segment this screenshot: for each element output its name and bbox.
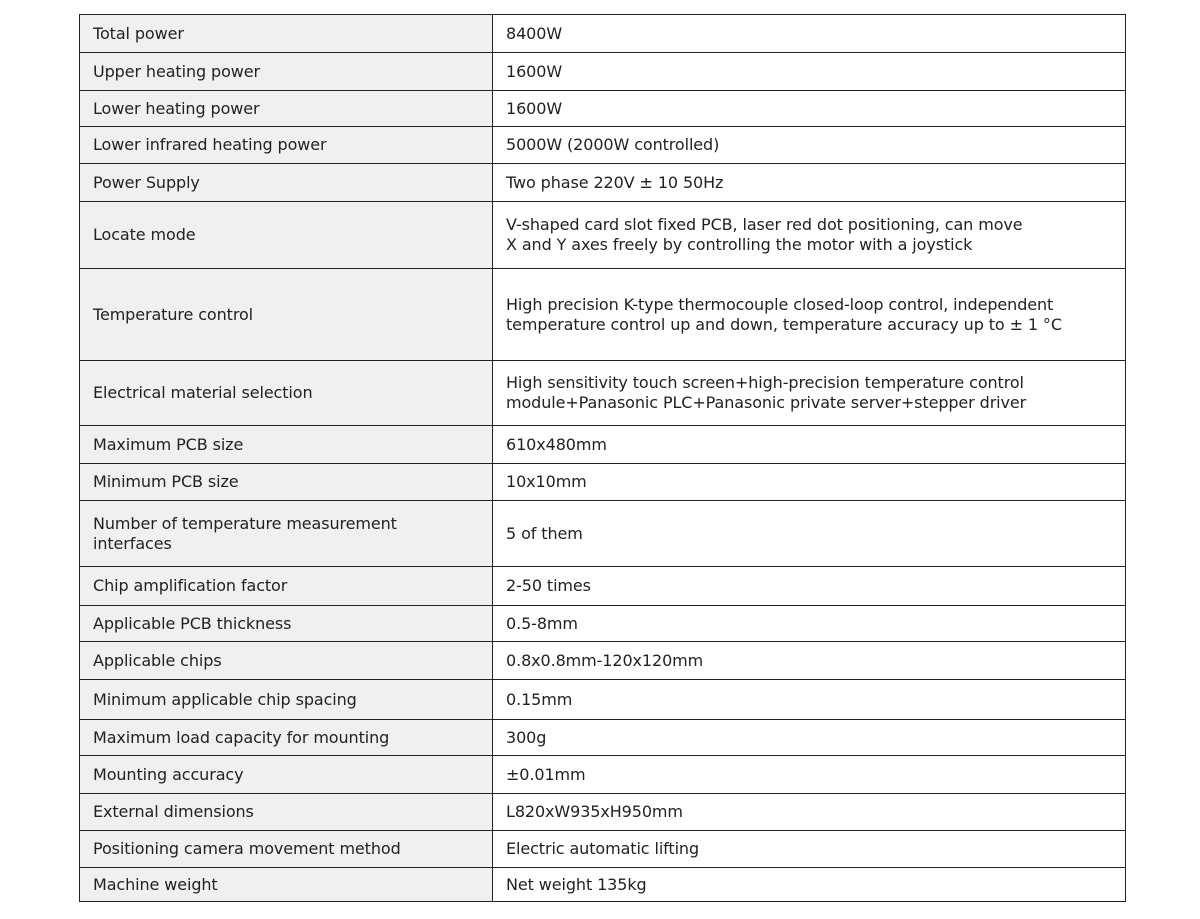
- spec-label: Applicable chips: [80, 642, 493, 680]
- spec-value: 1600W: [493, 53, 1126, 91]
- spec-value: 5 of them: [493, 501, 1126, 567]
- spec-value: 0.5-8mm: [493, 606, 1126, 642]
- spec-value: 8400W: [493, 15, 1126, 53]
- spec-value: V-shaped card slot fixed PCB, laser red dot positioning, can move X and Y axes freely by controlling the motor with a joystick: [493, 202, 1126, 269]
- spec-label: Power Supply: [80, 164, 493, 202]
- spec-value: Net weight 135kg: [493, 868, 1126, 902]
- table-row: [80, 426, 1126, 464]
- spec-value: Two phase 220V ± 10 50Hz: [493, 164, 1126, 202]
- spec-label: Maximum PCB size: [80, 426, 493, 464]
- spec-label: Maximum load capacity for mounting: [80, 720, 493, 756]
- table-row: [80, 127, 1126, 164]
- spec-label: Locate mode: [80, 202, 493, 269]
- table-row: [80, 202, 1126, 269]
- spec-value: L820xW935xH950mm: [493, 794, 1126, 831]
- spec-value: 610x480mm: [493, 426, 1126, 464]
- table-row: [80, 501, 1126, 567]
- spec-value: 0.15mm: [493, 680, 1126, 720]
- spec-label: Number of temperature measurement interfaces: [80, 501, 493, 567]
- table-row: [80, 794, 1126, 831]
- spec-value: 300g: [493, 720, 1126, 756]
- table-row: [80, 868, 1126, 902]
- spec-value: 10x10mm: [493, 464, 1126, 501]
- spec-value: 2-50 times: [493, 567, 1126, 606]
- spec-value: High precision K-type thermocouple closed-loop control, independent temperature control up and down, temperature accuracy up to ± 1 °C: [493, 269, 1126, 361]
- table-row: [80, 15, 1126, 53]
- table-row: [80, 567, 1126, 606]
- table-row: [80, 606, 1126, 642]
- table-row: [80, 680, 1126, 720]
- table-row: [80, 269, 1126, 361]
- spec-label: Temperature control: [80, 269, 493, 361]
- table-row: [80, 464, 1126, 501]
- table-row: [80, 756, 1126, 794]
- spec-label: Lower heating power: [80, 91, 493, 127]
- spec-label: Total power: [80, 15, 493, 53]
- spec-value: 5000W (2000W controlled): [493, 127, 1126, 164]
- spec-label: Chip amplification factor: [80, 567, 493, 606]
- spec-value: ±0.01mm: [493, 756, 1126, 794]
- table-row: [80, 91, 1126, 127]
- spec-label: Electrical material selection: [80, 361, 493, 426]
- spec-value: 1600W: [493, 91, 1126, 127]
- table-row: [80, 53, 1126, 91]
- spec-value: Electric automatic lifting: [493, 831, 1126, 868]
- spec-label: Machine weight: [80, 868, 493, 902]
- spec-label: Mounting accuracy: [80, 756, 493, 794]
- spec-label: Minimum applicable chip spacing: [80, 680, 493, 720]
- spec-value: 0.8x0.8mm-120x120mm: [493, 642, 1126, 680]
- spec-table: [79, 14, 1126, 902]
- spec-label: Upper heating power: [80, 53, 493, 91]
- table-row: [80, 831, 1126, 868]
- spec-label: Positioning camera movement method: [80, 831, 493, 868]
- spec-label: External dimensions: [80, 794, 493, 831]
- spec-value: High sensitivity touch screen+high-precision temperature control module+Panasonic PLC+Panasonic private server+stepper driver: [493, 361, 1126, 426]
- spec-label: Lower infrared heating power: [80, 127, 493, 164]
- table-row: [80, 720, 1126, 756]
- table-row: [80, 361, 1126, 426]
- spec-label: Applicable PCB thickness: [80, 606, 493, 642]
- table-row: [80, 642, 1126, 680]
- spec-label: Minimum PCB size: [80, 464, 493, 501]
- table-row: [80, 164, 1126, 202]
